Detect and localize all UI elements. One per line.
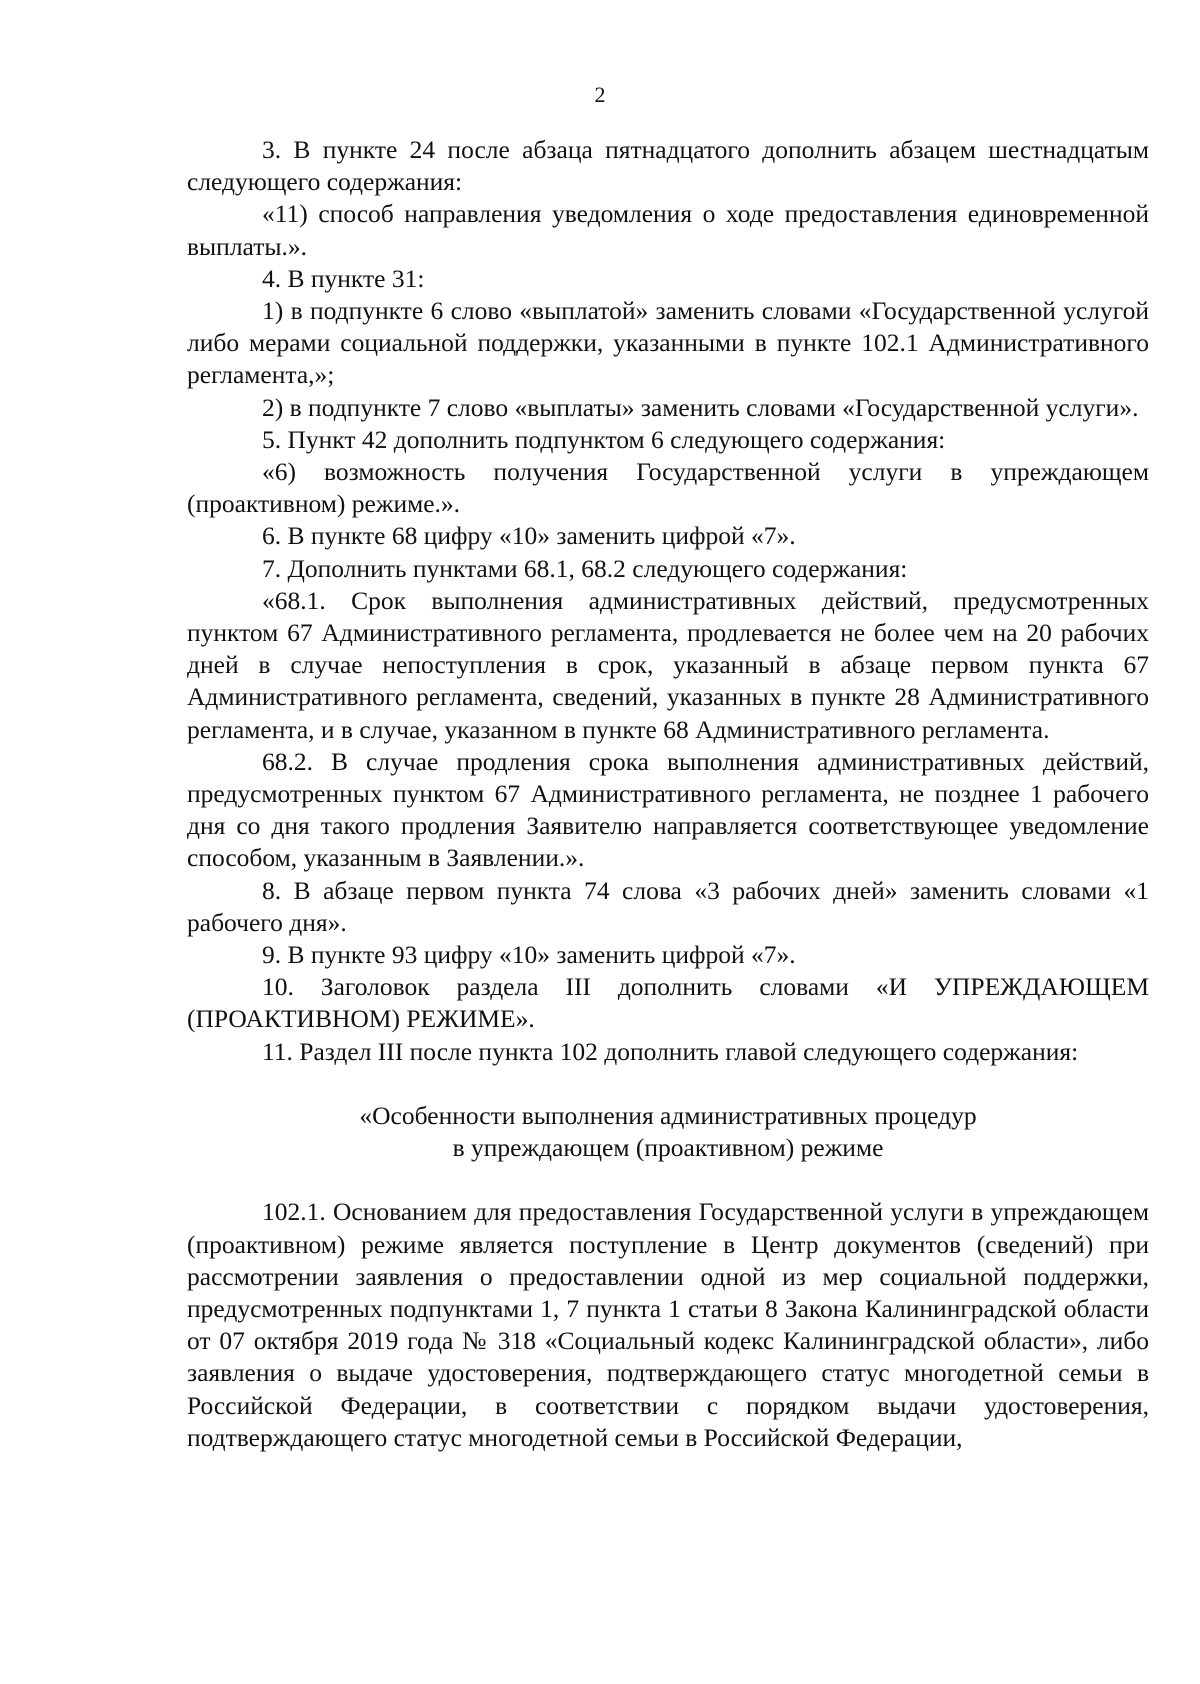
paragraph-item-7: 7. Дополнить пунктами 68.1, 68.2 следующего содержания: bbox=[262, 553, 908, 583]
paragraph-subitem-1: 1) в подпункте 6 слово «выплатой» заменить словами «Государственной услугой либо мерами социальной поддержки, указанными в пункте 102.1 Административного регламента,»; bbox=[187, 296, 1149, 390]
paragraph-quote-11: «11) способ направления уведомления о ходе предоставления единовременной выплаты.». bbox=[187, 199, 1149, 261]
chapter-heading-line-2: в упреждающем (проактивном) режиме bbox=[452, 1133, 884, 1163]
paragraph-item-6: 6. В пункте 68 цифру «10» заменить цифрой «7». bbox=[262, 521, 796, 551]
paragraph-68-2: 68.2. В случае продления срока выполнения административных действий, предусмотренных пунктом 67 Административного регламента, не позднее 1 рабочего дня со дня такого продления Заявителю направляется соответствующее уведомление способом, указанным в Заявлении.». bbox=[187, 746, 1149, 873]
paragraph-item-8: 8. В абзаце первом пункта 74 слова «3 рабочих дней» заменить словами «1 рабочего дня». bbox=[187, 875, 1149, 937]
paragraph-item-5: 5. Пункт 42 дополнить подпунктом 6 следующего содержания: bbox=[262, 424, 946, 454]
paragraph-item-4: 4. В пункте 31: bbox=[262, 263, 425, 293]
paragraph-68-1: «68.1. Срок выполнения административных действий, предусмотренных пунктом 67 Административного регламента, продлевается не более чем на 20 рабочих дней в случае непоступления в срок, указанный в абзаце первом пункта 67 Административного регламента, сведений, указанных в пункте 28 Административного регламента, и в случае, указанном в пункте 68 Административного регламента. bbox=[187, 585, 1149, 744]
page-number: 2 bbox=[594, 82, 606, 107]
paragraph-item-3: 3. В пункте 24 после абзаца пятнадцатого дополнить абзацем шестнадцатым следующего содержания: bbox=[187, 135, 1149, 197]
paragraph-quote-6: «6) возможность получения Государственной услуги в упреждающем (проактивном) режиме.». bbox=[187, 457, 1149, 519]
paragraph-item-11: 11. Раздел III после пункта 102 дополнить главой следующего содержания: bbox=[262, 1036, 1079, 1066]
chapter-heading bbox=[187, 1068, 1149, 1196]
paragraph-item-9: 9. В пункте 93 цифру «10» заменить цифрой «7». bbox=[262, 940, 796, 970]
paragraph-item-10: 10. Заголовок раздела III дополнить словами «И УПРЕЖДАЮЩЕМ (ПРОАКТИВНОМ) РЕЖИМЕ». bbox=[187, 972, 1149, 1034]
document-body bbox=[187, 134, 1149, 1454]
chapter-heading-line-1: «Особенности выполнения административных процедур bbox=[359, 1100, 977, 1130]
paragraph-subitem-2: 2) в подпункте 7 слово «выплаты» заменить словами «Государственной услуги». bbox=[262, 392, 1139, 422]
paragraph-102-1: 102.1. Основанием для предоставления Государственной услуги в упреждающем (проактивном) режиме является поступление в Центр документов (сведений) при рассмотрении заявления о предоставлении одной из мер социальной поддержки, предусмотренных подпунктами 1, 7 пункта 1 статьи 8 Закона Калининградской области от 07 октября 2019 года № 318 «Социальный кодекс Калининградской области», либо заявления о выдаче удостоверения, подтверждающего статус многодетной семьи в Российской Федерации, в соответствии с порядком выдачи удостоверения, подтверждающего статус многодетной семьи в Российской Федерации, bbox=[187, 1197, 1149, 1452]
